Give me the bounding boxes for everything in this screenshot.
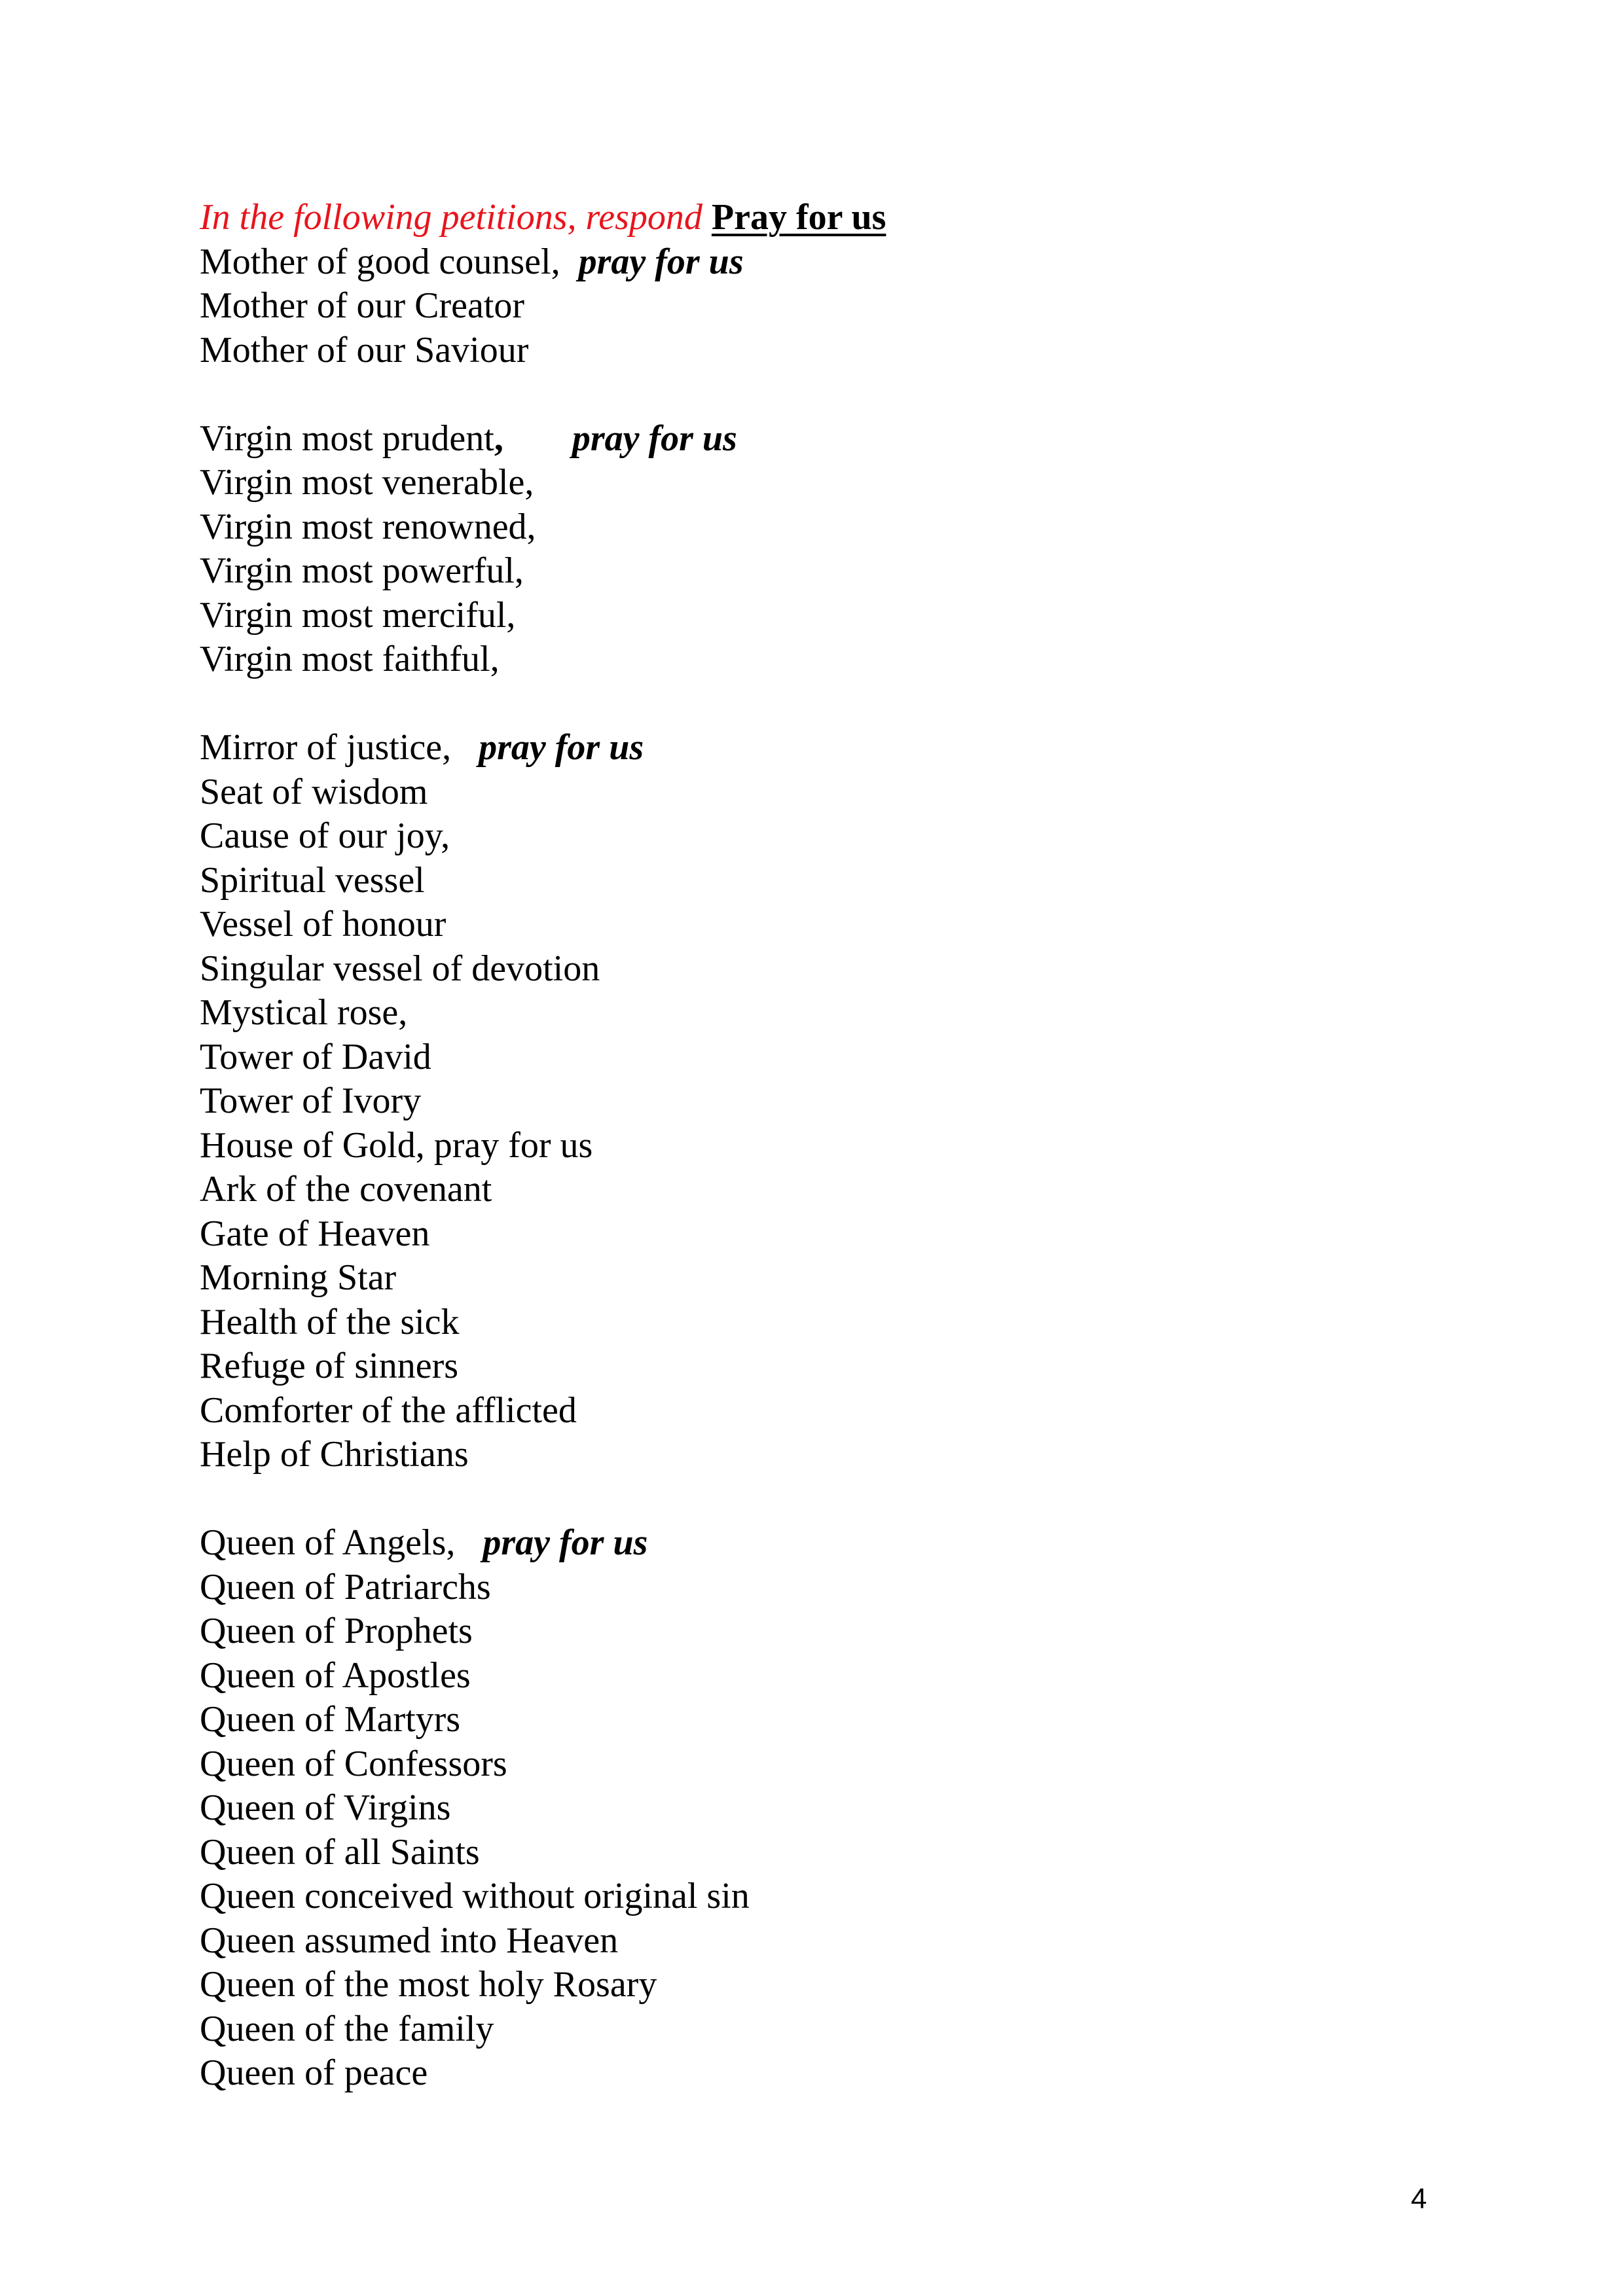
- litany-line: Virgin most renowned,: [200, 506, 536, 547]
- petition-text: Mother of good counsel,: [200, 241, 560, 282]
- litany-line: [200, 726, 1509, 770]
- litany-line: Virgin most merciful,: [200, 594, 516, 636]
- litany-line: Help of Christians: [200, 1434, 469, 1475]
- page-number: 4: [1411, 2183, 1427, 2215]
- litany-line: Virgin most venerable,: [200, 462, 534, 503]
- litany-line: Gate of Heaven: [200, 1213, 430, 1254]
- litany-line: Tower of Ivory: [200, 1081, 422, 1121]
- litany-line: Mother of our Saviour: [200, 329, 529, 370]
- litany-line: Queen of the most holy Rosary: [200, 1964, 657, 2005]
- litany-line: Virgin most faithful,: [200, 639, 500, 679]
- group-spacer: [200, 372, 1509, 417]
- litany-line: Mystical rose,: [200, 992, 408, 1033]
- petition-text: Virgin most prudent: [200, 418, 494, 459]
- litany-line: Queen of Apostles: [200, 1655, 471, 1696]
- instruction-response: Pray for us: [711, 197, 886, 238]
- response-text: pray for us: [572, 418, 737, 459]
- group-spacer: [200, 682, 1509, 726]
- litany-line: Health of the sick: [200, 1301, 460, 1342]
- instruction-line: [200, 196, 1509, 240]
- litany-line: Seat of wisdom: [200, 771, 428, 812]
- litany-line: Queen of Martyrs: [200, 1699, 461, 1740]
- litany-line: [200, 417, 1509, 461]
- litany-line: Cause of our joy,: [200, 816, 450, 856]
- litany-line: Queen of the family: [200, 2008, 494, 2049]
- litany-line: Queen conceived without original sin: [200, 1876, 750, 1916]
- litany-line: Queen assumed into Heaven: [200, 1920, 619, 1961]
- litany-line: Vessel of honour: [200, 904, 447, 944]
- group-spacer: [200, 1477, 1509, 1522]
- litany-line: Refuge of sinners: [200, 1346, 459, 1386]
- petition-comma: ,: [494, 418, 503, 459]
- petition-text: Mirror of justice,: [200, 727, 452, 768]
- litany-line: Queen of peace: [200, 2053, 428, 2093]
- litany-line: Virgin most powerful,: [200, 550, 524, 591]
- response-text: pray for us: [479, 727, 644, 768]
- litany-line: [200, 240, 1509, 285]
- litany-line: Queen of Confessors: [200, 1743, 507, 1784]
- litany-line: Queen of Prophets: [200, 1611, 473, 1651]
- litany-line: Spiritual vessel: [200, 859, 425, 901]
- litany-line: [200, 1521, 1509, 1566]
- petition-text: Queen of Angels,: [200, 1522, 456, 1563]
- litany-line: Tower of David: [200, 1036, 431, 1077]
- litany-line: House of Gold, pray for us: [200, 1124, 593, 1166]
- litany-line: Queen of Patriarchs: [200, 1566, 491, 1607]
- litany-line: Mother of our Creator: [200, 285, 525, 326]
- litany-line: Queen of all Saints: [200, 1831, 480, 1873]
- response-text: pray for us: [483, 1522, 648, 1563]
- litany-line: Ark of the covenant: [200, 1169, 492, 1210]
- litany-line: Morning Star: [200, 1257, 397, 1298]
- litany-text: [200, 196, 1509, 2096]
- litany-line: Queen of Virgins: [200, 1787, 451, 1828]
- instruction-text: In the following petitions, respond: [200, 197, 702, 238]
- litany-line: Comforter of the afflicted: [200, 1390, 577, 1431]
- litany-line: Singular vessel of devotion: [200, 948, 600, 989]
- response-text: pray for us: [578, 241, 744, 282]
